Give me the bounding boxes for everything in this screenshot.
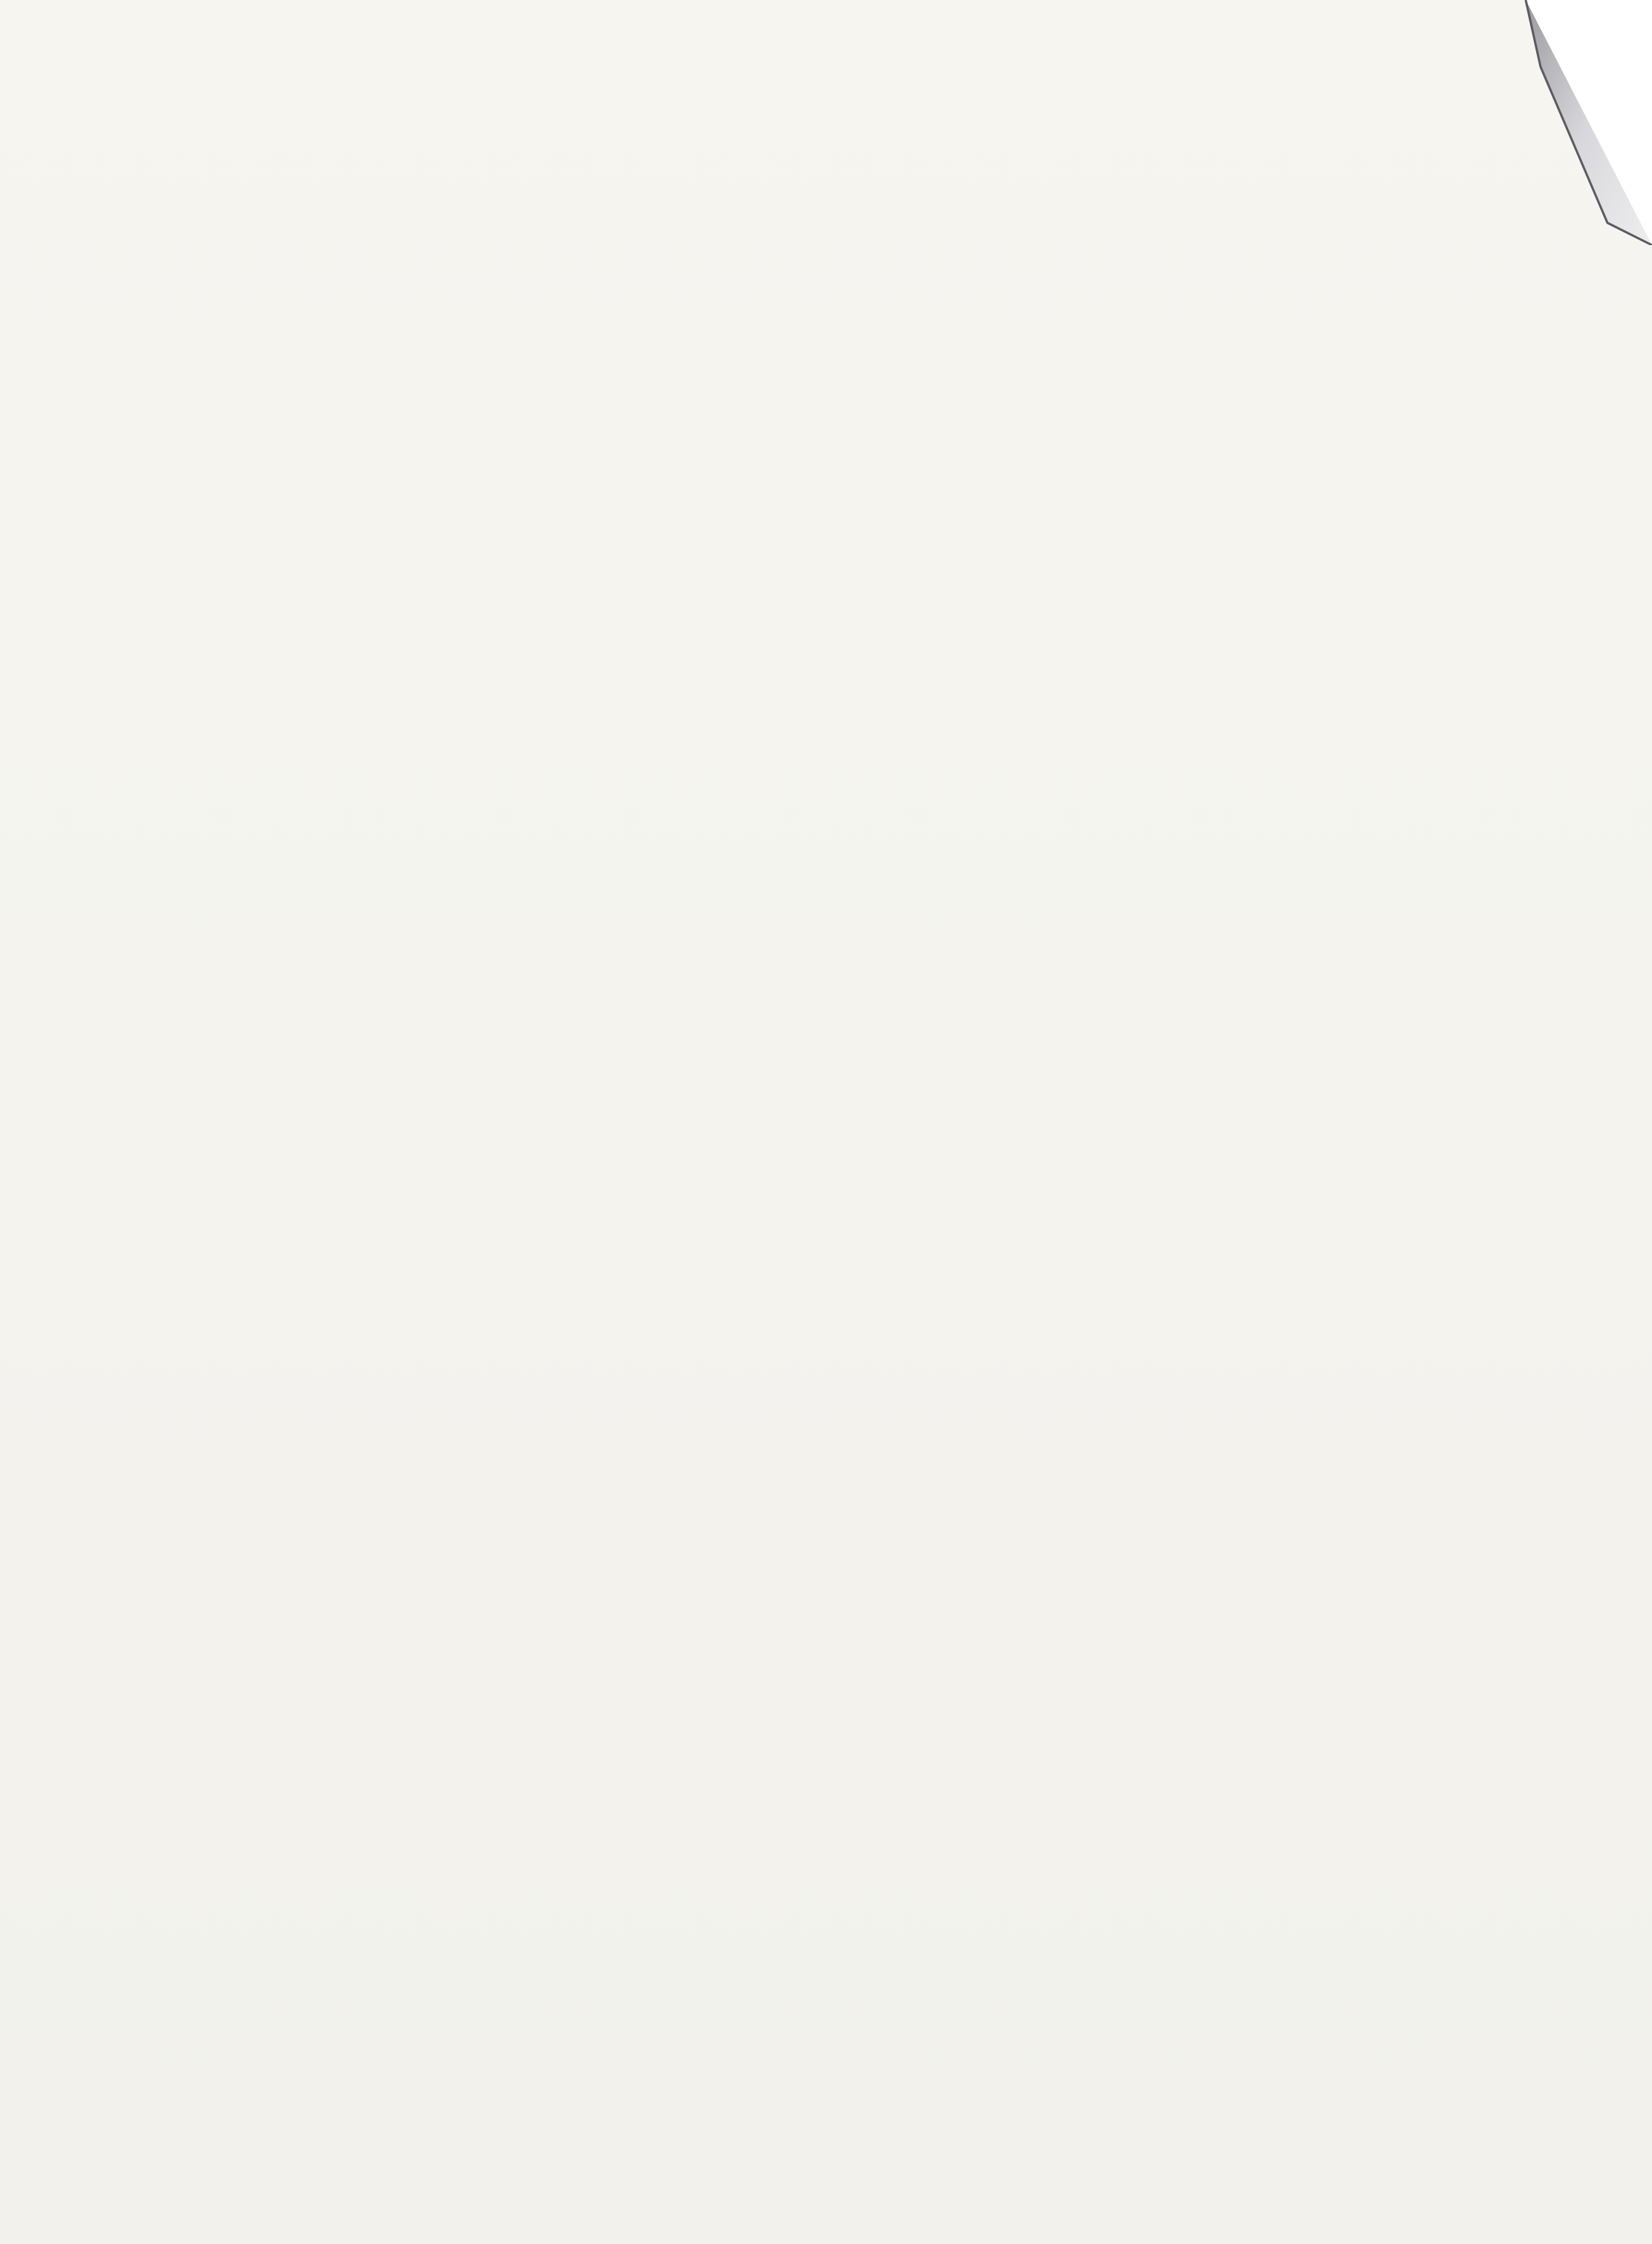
folded-corner-icon — [1496, 0, 1652, 245]
document-body — [108, 22, 1623, 46]
bleed-through-text — [45, 15, 1634, 2228]
